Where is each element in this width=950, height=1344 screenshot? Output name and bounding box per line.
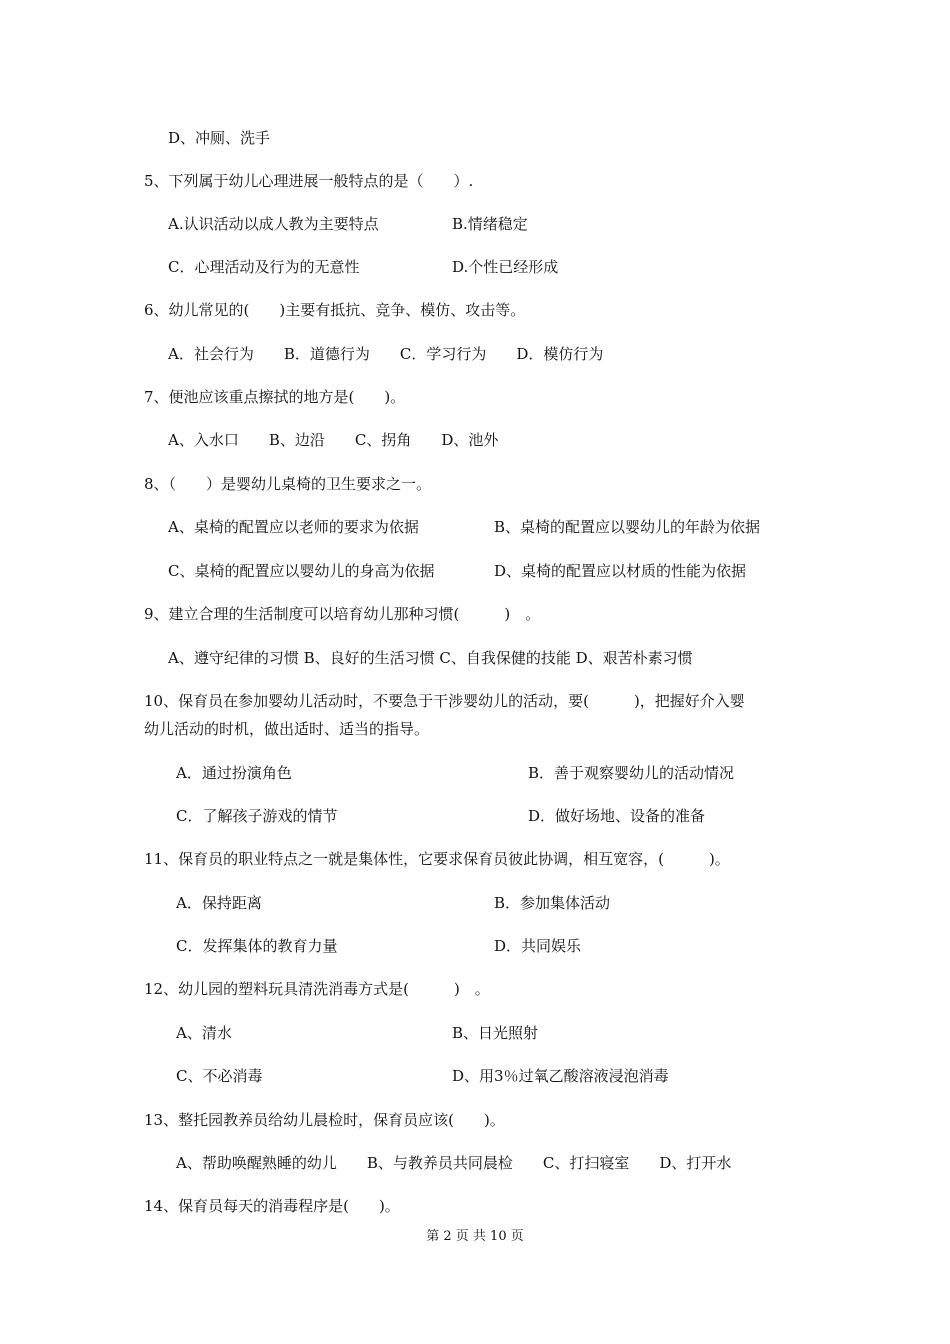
question-14: 14、保育员每天的消毒程序是( )。 [144,1197,400,1215]
option-8b: B、桌椅的配置应以婴幼儿的年龄为依据 [494,518,761,536]
question-6: 6、幼儿常见的( )主要有抵抗、竞争、模仿、攻击等。 [144,301,526,319]
page-number: 第 2 页 共 10 页 [426,1229,524,1244]
question-5: 5、下列属于幼儿心理进展一般特点的是（ ）. [144,172,474,190]
option-10d: D．做好场地、设备的准备 [528,807,706,825]
question-8: 8、（ ）是婴幼儿桌椅的卫生要求之一。 [144,475,432,493]
question-7: 7、便池应该重点擦拭的地方是( )。 [144,388,406,406]
question-9: 9、建立合理的生活制度可以培育幼儿那种习惯( ) 。 [144,605,541,623]
option-12c: C、不必消毒 [176,1067,263,1085]
question-12: 12、幼儿园的塑料玩具清洗消毒方式是( ) 。 [144,980,490,998]
option-12b: B、日光照射 [452,1024,539,1042]
option-line: D、冲厕、洗手 [168,129,271,147]
option-8c: C、桌椅的配置应以婴幼儿的身高为依据 [168,562,435,580]
option-11d: D．共同娱乐 [494,937,582,955]
options-7: A、入水口 B、边沿 C、拐角 D、池外 [168,431,499,449]
options-9: A、遵守纪律的习惯 B、良好的生活习惯 C、自我保健的技能 D、艰苦朴素习惯 [168,649,693,667]
option-8a: A、桌椅的配置应以老师的要求为依据 [168,518,419,536]
option-11c: C．发挥集体的教育力量 [176,937,338,955]
question-10: 10、保育员在参加婴幼儿活动时，不要急于干涉婴幼儿的活动，要( )，把握好介入婴 [144,692,745,710]
option-8d: D、桌椅的配置应以材质的性能为依据 [494,562,747,580]
option-11a: A．保持距离 [176,894,262,912]
question-10-cont: 幼儿活动的时机，做出适时、适当的指导。 [144,720,430,738]
question-11: 11、保育员的职业特点之一就是集体性，它要求保育员彼此协调，相互宽容，( )。 [144,850,730,868]
option-10c: C．了解孩子游戏的情节 [176,807,338,825]
option-12d: D、用3％过氧乙酸溶液浸泡消毒 [452,1067,669,1085]
option-10b: B．善于观察婴幼儿的活动情况 [528,764,735,782]
options-6: A．社会行为 B．道德行为 C．学习行为 D．模仿行为 [168,345,604,363]
option-5c: C．心理活动及行为的无意性 [168,258,360,276]
option-11b: B．参加集体活动 [494,894,611,912]
options-13: A、帮助唤醒熟睡的幼儿 B、与教养员共同晨检 C、打扫寝室 D、打开水 [176,1154,732,1172]
option-12a: A、清水 [176,1024,232,1042]
option-10a: A．通过扮演角色 [176,764,292,782]
option-5d: D.个性已经形成 [452,258,559,276]
question-13: 13、整托园教养员给幼儿晨检时，保育员应该( )。 [144,1111,505,1129]
option-5a: A.认识活动以成人教为主要特点 [168,215,379,233]
option-5b: B.情绪稳定 [452,215,528,233]
